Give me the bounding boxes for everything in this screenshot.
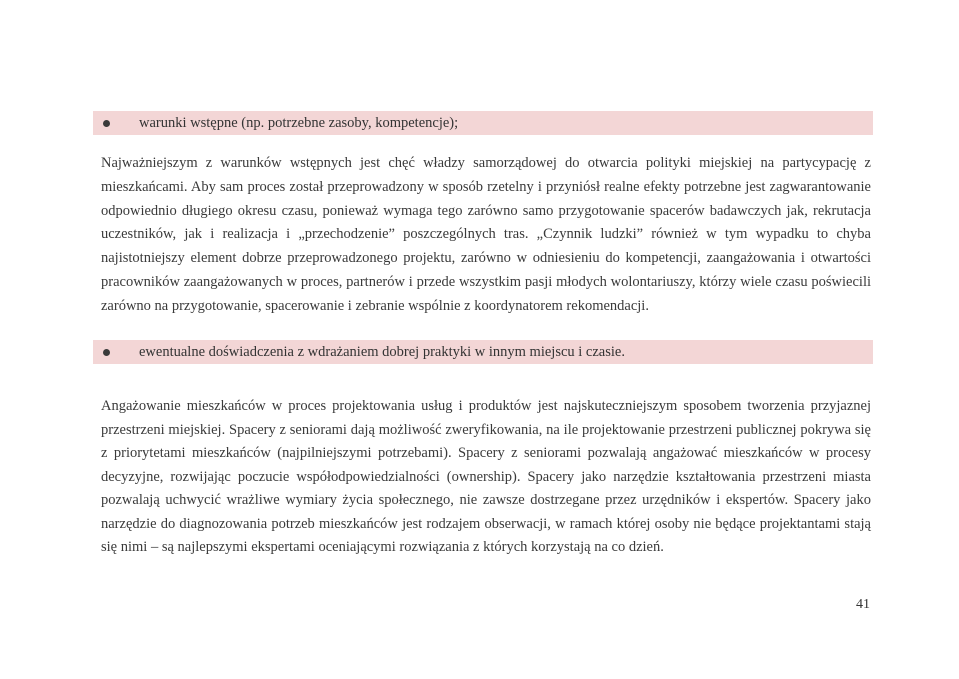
section-heading-experiences [93,340,873,364]
bullet-icon [103,349,110,356]
page-number: 41 [856,597,870,612]
section-heading-text: warunki wstępne (np. potrzebne zasoby, kompetencje); [139,114,459,131]
bullet-icon [103,120,110,127]
section-body-experiences: Angażowanie mieszkańców w proces projektowania usług i produktów jest najskuteczniejszym sposobem tworzenia przyjaznej przestrzeni miejskiej. Spacery z seniorami dają możliwość zweryfikowania, na ile projektowanie przestrzeni publicznej pokrywa się z priorytetami mieszkańców (najpilniejszymi potrzebami). Spacery z seniorami pozwalają angażować mieszkańców w procesy decyzyjne, rozwijając poczucie współodpowiedzialności (ownership). Spacery jako narzędzie kształtowania przestrzeni miasta pozwalają uchwycić wrażliwe wymiary życia społecznego, nie zawsze dostrzegane przez urzędników i ekspertów. Spacery jako narzędzie do diagnozowania potrzeb mieszkańców jest rodzajem obserwacji, w ramach której osoby nie będące projektantami stają się nimi – są najlepszymi ekspertami oceniającymi rozwiązania z których korzystają na co dzień. [101,398,871,555]
section-heading-preconditions [93,111,873,135]
section-heading-text: ewentualne doświadczenia z wdrażaniem dobrej praktyki w innym miejscu i czasie. [139,343,625,360]
section-body-preconditions: Najważniejszym z warunków wstępnych jest chęć władzy samorządowej do otwarcia polityki miejskiej na partycypację z mieszkańcami. Aby sam proces został przeprowadzony w sposób rzetelny i przyniósł realne efekty potrzebne jest zagwarantowanie odpowiednio długiego okresu czasu, ponieważ wymaga tego zarówno samo przygotowanie spacerów badawczych jak, rekrutacja uczestników, jak i realizacja i „przechodzenie” poszczególnych tras. „Czynnik ludzki” również w tym wypadku to chyba najistotniejszy element dobrze przeprowadzonego projektu, zarówno w odniesieniu do kompetencji, zaangażowania i otwartości pracowników zaangażowanych w proces, partnerów i przede wszystkim pasji młodych wolontariuszy, którzy wiele czasu poświecili zarówno na przygotowanie, spacerowanie i zebranie wspólnie z koordynatorem rekomendacji. [101,155,871,314]
